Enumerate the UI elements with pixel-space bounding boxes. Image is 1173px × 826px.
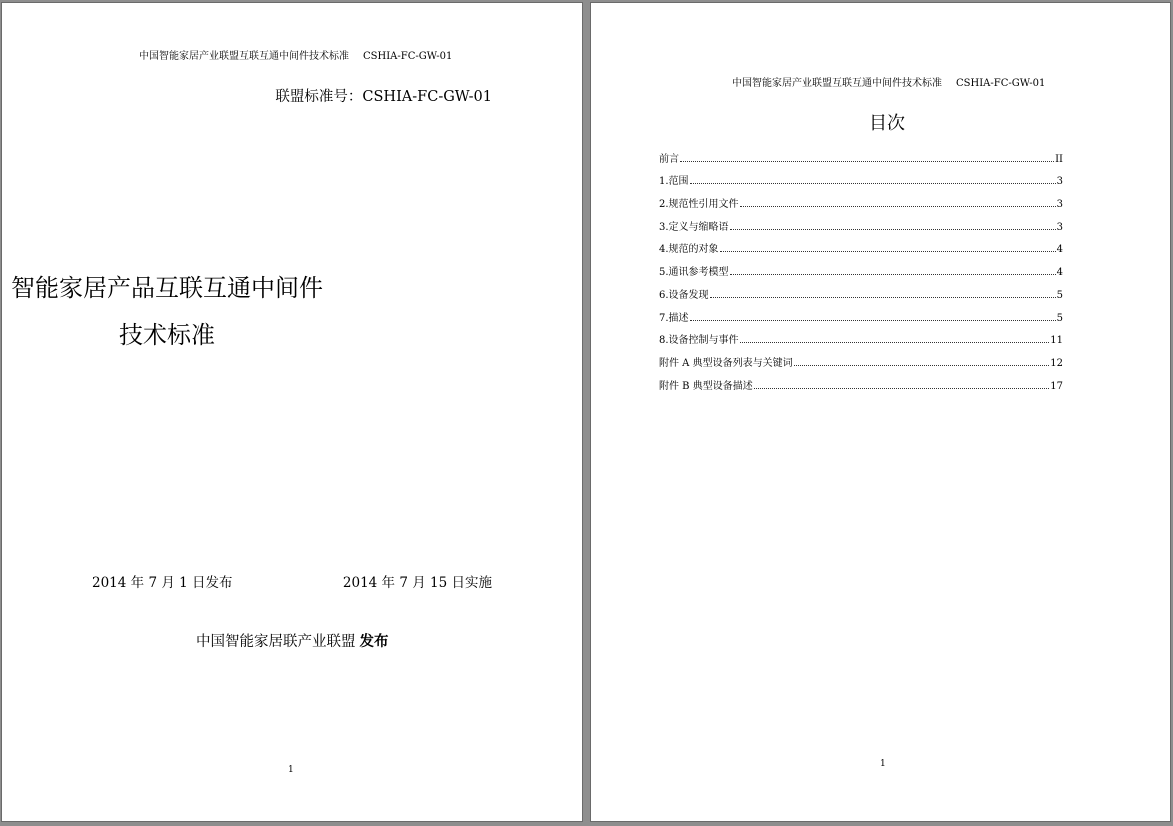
toc-entry-page: 3 [1056, 199, 1063, 211]
toc-entry[interactable] [659, 255, 1063, 278]
toc-entry-page: 3 [1056, 176, 1063, 188]
header-title: 中国智能家居产业联盟互联互通中间件技术标准 [139, 51, 349, 62]
publisher-name: 中国智能家居联产业联盟 [196, 634, 356, 650]
dot-leader [690, 183, 1056, 184]
toc-entry[interactable] [659, 278, 1063, 301]
document-title-line2: 技术标准 [119, 321, 215, 349]
effective-date: 2014 年 7 月 15 日实施 [342, 575, 492, 591]
dot-leader [730, 229, 1056, 230]
toc-entry-page: 3 [1056, 221, 1063, 233]
toc-entry-page: II [1055, 153, 1063, 165]
table-of-contents [659, 142, 1063, 392]
toc-entry-page: 5 [1056, 312, 1063, 324]
toc-entry-page: 4 [1056, 244, 1063, 256]
toc-entry[interactable] [659, 301, 1063, 324]
dot-leader [754, 388, 1050, 389]
toc-entry[interactable] [659, 369, 1063, 392]
toc-entry-label: 前言 [659, 153, 679, 165]
toc-entry[interactable] [659, 233, 1063, 256]
toc-entry-label: 3.定义与缩略语 [659, 221, 729, 233]
toc-entry-page: 11 [1050, 335, 1063, 347]
dot-leader [794, 365, 1050, 366]
toc-entry-label: 附件 B 典型设备描述 [659, 380, 753, 392]
document-page-toc [590, 2, 1171, 822]
page-number: 1 [880, 759, 886, 769]
toc-entry[interactable] [659, 324, 1063, 347]
toc-entry-label: 4.规范的对象 [659, 244, 719, 256]
running-header [139, 47, 452, 62]
document-title-line1: 智能家居产品互联互通中间件 [11, 274, 323, 302]
header-code: CSHIA-FC-GW-01 [956, 78, 1046, 89]
toc-title: 目次 [869, 113, 905, 134]
toc-entry[interactable] [659, 142, 1063, 165]
page-number: 1 [288, 765, 294, 775]
toc-entry[interactable] [659, 210, 1063, 233]
toc-entry-label: 2.规范性引用文件 [659, 199, 739, 211]
dot-leader [690, 320, 1056, 321]
dot-leader [710, 297, 1056, 298]
toc-entry-label: 5.通讯参考模型 [659, 267, 729, 279]
toc-entry-page: 12 [1050, 357, 1063, 369]
standard-number: 联盟标准号：CSHIA-FC-GW-01 [275, 89, 492, 105]
toc-entry-label: 1.范围 [659, 176, 689, 188]
dot-leader [720, 251, 1056, 252]
publisher-suffix: 发布 [359, 634, 389, 650]
dot-leader [730, 274, 1056, 275]
document-page-cover [1, 2, 583, 822]
dot-leader [680, 161, 1054, 162]
toc-entry-label: 6.设备发现 [659, 289, 709, 301]
toc-entry[interactable] [659, 187, 1063, 210]
toc-entry[interactable] [659, 165, 1063, 188]
dot-leader [740, 342, 1050, 343]
running-header [732, 74, 1045, 89]
toc-entry-page: 17 [1050, 380, 1063, 392]
dot-leader [740, 206, 1056, 207]
toc-entry[interactable] [659, 346, 1063, 369]
toc-entry-label: 7.描述 [659, 312, 689, 324]
toc-entry-page: 5 [1056, 289, 1063, 301]
toc-entry-page: 4 [1056, 267, 1063, 279]
release-date: 2014 年 7 月 1 日发布 [92, 575, 233, 591]
publisher [196, 630, 389, 651]
header-title: 中国智能家居产业联盟互联互通中间件技术标准 [732, 78, 942, 89]
toc-entry-label: 8.设备控制与事件 [659, 335, 739, 347]
header-code: CSHIA-FC-GW-01 [363, 51, 453, 62]
toc-entry-label: 附件 A 典型设备列表与关键词 [659, 357, 793, 369]
